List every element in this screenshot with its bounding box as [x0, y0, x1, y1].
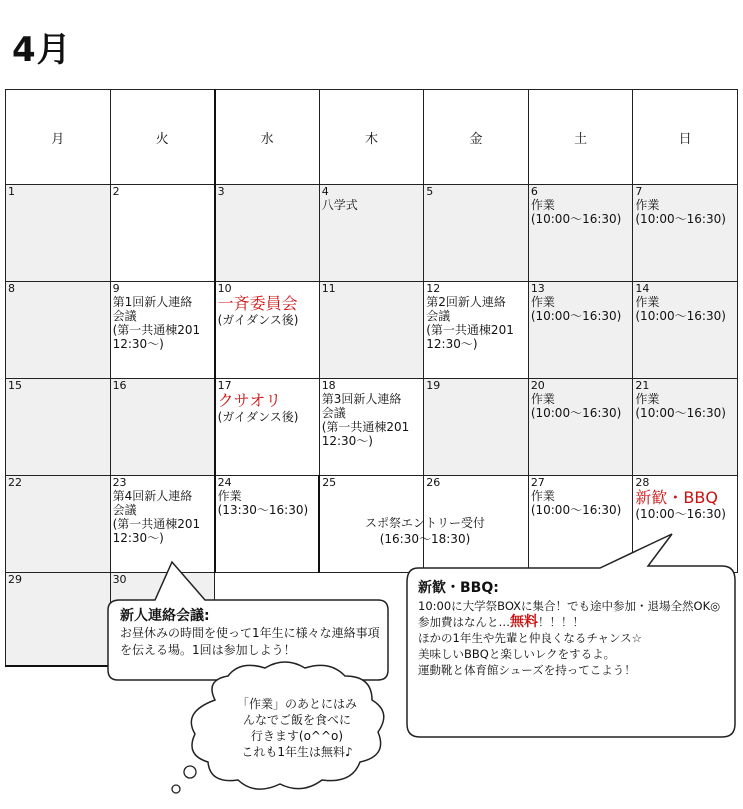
- day-number: 25: [322, 476, 337, 489]
- day-number: 11: [321, 282, 336, 295]
- merged-event-time: (16:30〜18:30): [379, 532, 471, 546]
- bbq-callout-heading: 新歓・BBQ:: [418, 580, 499, 596]
- day-number: 15: [8, 379, 22, 392]
- weekday-sat: 土: [528, 90, 633, 185]
- weekday-sun: 日: [633, 90, 738, 185]
- merged-event-title: スポ祭エントリー受付: [364, 516, 485, 530]
- day-number: 1: [8, 185, 15, 198]
- meeting-callout-heading: 新人連絡会議:: [120, 608, 210, 624]
- day-number: 27: [530, 476, 545, 489]
- event-line: (第一共通棟201: [112, 517, 201, 531]
- day-number: 29: [8, 573, 22, 586]
- day-number: 12: [426, 282, 441, 295]
- cloud-line-2: んなでご飯を食べに: [242, 713, 351, 727]
- cloud-line-1: 「作業」のあとにはみ: [236, 697, 357, 711]
- event-line: 12:30〜): [112, 531, 164, 545]
- cloud-line-3: 行きます(o^^o): [250, 729, 344, 743]
- event-line: 作業: [635, 198, 660, 212]
- bbq-line-5: 運動靴と体育館シューズを持ってこよう！: [418, 663, 636, 677]
- day-number: 3: [217, 185, 225, 198]
- event-line: (13:30〜16:30): [217, 503, 309, 517]
- event-line: 12:30〜): [112, 337, 164, 351]
- weekday-thu: 木: [319, 90, 424, 185]
- event-line: 会議: [112, 309, 137, 323]
- event-line: 作業: [635, 295, 660, 309]
- day-number: 28: [635, 476, 650, 489]
- day-number: 16: [112, 379, 127, 392]
- day-number: 14: [635, 282, 650, 295]
- day-number: 17: [217, 379, 232, 392]
- day-number: 22: [8, 476, 22, 489]
- weekday-mon: 月: [6, 90, 111, 185]
- event-line: (10:00〜16:30): [635, 212, 726, 226]
- event-line: 第2回新人連絡: [426, 295, 506, 309]
- event-line: (10:00〜16:30): [530, 212, 622, 226]
- bbq-fee-label: 参加費はなんと…: [418, 615, 510, 629]
- day-number: 21: [635, 379, 650, 392]
- day-number: 26: [426, 476, 441, 489]
- day-number: 30: [112, 573, 127, 586]
- event-line: (第一共通棟201: [321, 420, 410, 434]
- event-line: 第1回新人連絡: [112, 295, 193, 309]
- event-line: 12:30〜): [321, 434, 373, 448]
- day-number: 4: [321, 185, 329, 198]
- cloud-tail-dot-2: [172, 785, 180, 793]
- bbq-free-emphasis: 無料: [510, 614, 538, 630]
- day-number: 5: [426, 185, 434, 198]
- bbq-line-1: 10:00に大学祭BOXに集合！でも途中参加・退場全然OK◎: [418, 599, 721, 613]
- event-line: 会議: [321, 406, 346, 420]
- event-line: (10:00〜16:30): [635, 507, 726, 521]
- day-number: 19: [426, 379, 441, 392]
- event-line: (10:00〜16:30): [635, 406, 726, 420]
- event-line: 会議: [112, 503, 137, 517]
- highlight-event: クサオリ: [217, 391, 282, 410]
- event-line: (ガイダンス後): [217, 410, 299, 424]
- day-number: 24: [217, 476, 232, 489]
- event-line: 八学式: [321, 198, 358, 212]
- cloud-tail-dot-1: [184, 766, 196, 778]
- event-line: (10:00〜16:30): [530, 503, 622, 517]
- day-number: 10: [217, 282, 232, 295]
- day-number: 13: [530, 282, 545, 295]
- event-line: (第一共通棟201: [112, 323, 201, 337]
- event-line: 作業: [530, 489, 555, 503]
- event-line: (10:00〜16:30): [530, 406, 622, 420]
- day-number: 2: [112, 185, 120, 198]
- month-title: 4月: [12, 30, 72, 70]
- event-line: 第3回新人連絡: [321, 392, 402, 406]
- event-line: (10:00〜16:30): [530, 309, 622, 323]
- meeting-callout-body: お昼休みの時間を使って1年生に様々な連絡事項を伝える場。1回は参加しよう！: [120, 626, 380, 657]
- day-number: 6: [530, 185, 538, 198]
- event-line: 12:30〜): [426, 337, 478, 351]
- bbq-line-3: ほかの1年生や先輩と仲良くなるチャンス☆: [418, 631, 642, 645]
- event-line: 会議: [426, 309, 451, 323]
- cloud-line-4: これも1年生は無料♪: [241, 745, 353, 759]
- bbq-callout-text: [418, 578, 728, 678]
- event-line: 作業: [530, 392, 555, 406]
- bbq-line-2: [418, 614, 728, 630]
- event-line: 第4回新人連絡: [112, 489, 193, 503]
- day-number: 9: [112, 282, 120, 295]
- highlight-event: 一斉委員会: [217, 294, 298, 313]
- event-line: (ガイダンス後): [217, 313, 299, 327]
- day-number: 18: [321, 379, 336, 392]
- event-line: 作業: [530, 295, 555, 309]
- weekday-wed: 水: [215, 90, 320, 185]
- day-number: 20: [530, 379, 545, 392]
- event-line: 作業: [530, 198, 555, 212]
- day-number: 7: [635, 185, 643, 198]
- bbq-line-4: 美味しいBBQと楽しいレクをするよ。: [418, 647, 616, 661]
- event-line: (第一共通棟201: [426, 323, 514, 337]
- event-line: 作業: [635, 392, 660, 406]
- cloud-callout-text: [222, 696, 372, 760]
- meeting-callout-text: [120, 608, 382, 659]
- weekday-tue: 火: [110, 90, 215, 185]
- day-number: 8: [8, 282, 15, 295]
- day-number: 23: [112, 476, 127, 489]
- weekday-fri: 金: [424, 90, 529, 185]
- bbq-fee-exclaim: ！！！！: [538, 615, 584, 629]
- event-line: 作業: [217, 489, 242, 503]
- event-line: (10:00〜16:30): [635, 309, 726, 323]
- highlight-event: 新歓・BBQ: [635, 488, 718, 507]
